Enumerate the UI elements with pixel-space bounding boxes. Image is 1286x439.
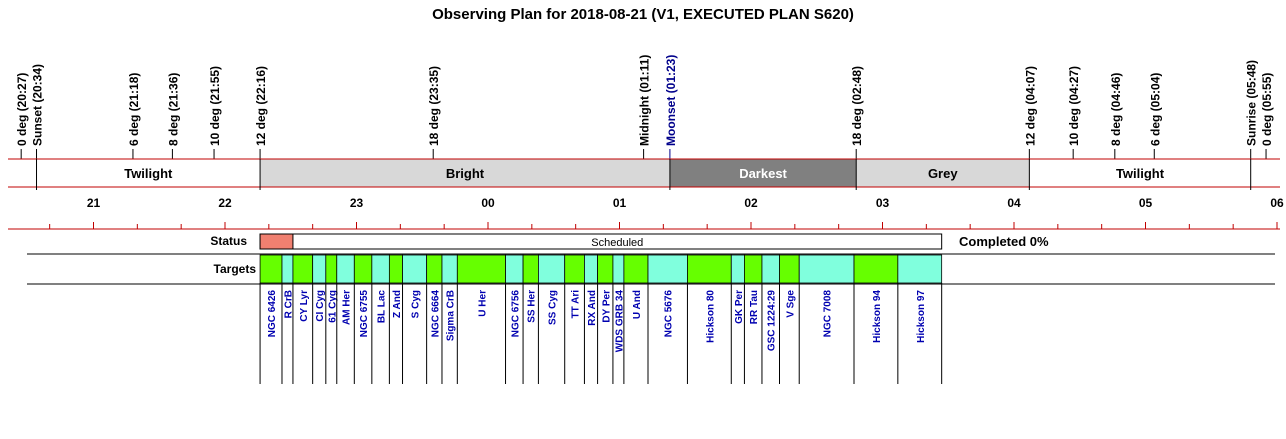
event-label: 18 deg (02:48) <box>850 65 865 146</box>
axis-tick-label: 00 <box>481 196 495 210</box>
target-block <box>337 255 355 283</box>
targets-label: Targets <box>213 262 256 276</box>
event-label: 12 deg (04:07) <box>1023 65 1038 146</box>
target-name-label: Hickson 97 <box>915 290 927 343</box>
status-label: Status <box>210 234 247 248</box>
target-block <box>372 255 390 283</box>
status-row <box>210 234 1049 249</box>
target-block <box>779 255 799 283</box>
target-block <box>799 255 854 283</box>
target-name-label: NGC 6664 <box>430 290 442 338</box>
target-name-label: GK Per <box>733 290 745 324</box>
target-name-label: GSC 1224:29 <box>766 290 778 352</box>
event-label: 6 deg (05:04) <box>1148 72 1163 146</box>
target-name-label: DY Per <box>601 290 613 323</box>
target-block <box>442 255 457 283</box>
sky-period-label: Twilight <box>124 166 173 181</box>
target-name-label: NGC 5676 <box>663 290 675 338</box>
target-block <box>389 255 402 283</box>
target-name-label: Hickson 80 <box>705 290 717 343</box>
event-label: 10 deg (21:55) <box>208 65 223 146</box>
target-block <box>506 255 524 283</box>
event-label: Midnight (01:11) <box>637 54 652 146</box>
target-block <box>744 255 762 283</box>
target-block <box>624 255 648 283</box>
target-block <box>457 255 505 283</box>
axis-tick-label: 23 <box>349 196 364 210</box>
target-name-label: RR Tau <box>749 290 761 325</box>
target-name-label: CI Cyg <box>315 290 327 322</box>
event-label: 6 deg (21:18) <box>126 72 141 146</box>
target-block <box>584 255 597 283</box>
status-bar-text: Scheduled <box>591 237 644 249</box>
target-block <box>854 255 898 283</box>
target-block <box>326 255 337 283</box>
sky-period-label: Darkest <box>739 166 787 181</box>
target-block <box>293 255 313 283</box>
target-name-label: V Sge <box>785 290 797 318</box>
event-label: 8 deg (04:46) <box>1108 72 1123 146</box>
chart-title: Observing Plan for 2018-08-21 (V1, EXECUTED PLAN S620) <box>432 6 854 23</box>
target-name-label: NGC 6426 <box>267 290 279 338</box>
target-name-label: CY Lyr <box>298 290 310 322</box>
target-name-label: U Her <box>477 290 489 317</box>
target-block <box>898 255 942 283</box>
target-block <box>648 255 687 283</box>
completed-text: Completed 0% <box>959 234 1049 249</box>
target-name-label: NGC 6755 <box>359 290 371 338</box>
target-name-label: NGC 7008 <box>822 290 834 338</box>
sky-period-label: Twilight <box>1115 166 1165 181</box>
axis-tick-label: 04 <box>1007 196 1021 210</box>
target-block <box>313 255 326 283</box>
target-name-label: Hickson 94 <box>871 290 883 343</box>
axis-tick-label: 05 <box>1138 196 1153 210</box>
status-done-segment <box>260 234 293 249</box>
target-block <box>354 255 372 283</box>
axis-tick-label: 01 <box>612 196 627 210</box>
axis-tick-label: 03 <box>875 196 890 210</box>
target-name-label: WDS GRB 34 <box>614 290 626 353</box>
event-label: Sunrise (05:48) <box>1244 59 1259 146</box>
target-name-label: Z And <box>391 290 403 318</box>
target-block <box>598 255 613 283</box>
target-block <box>538 255 564 283</box>
event-label: 8 deg (21:36) <box>166 72 181 146</box>
sky-period-label: Bright <box>445 166 485 181</box>
target-block <box>762 255 780 283</box>
target-name-label: 61 Cyg <box>327 290 339 323</box>
axis-tick-label: 02 <box>744 196 758 210</box>
sky-period-label: Grey <box>927 166 958 181</box>
axis-tick-label: 06 <box>1270 196 1284 210</box>
event-label: 10 deg (04:27) <box>1067 65 1082 146</box>
target-block <box>427 255 442 283</box>
target-block <box>260 255 282 283</box>
target-name-label: Sigma CrB <box>445 290 457 342</box>
target-block <box>523 255 538 283</box>
target-name-label: TT Ari <box>570 290 582 319</box>
target-name-label: U And <box>631 290 643 320</box>
target-name-label: RX And <box>587 290 599 326</box>
axis-tick-label: 21 <box>86 196 101 210</box>
event-label: 18 deg (23:35) <box>427 65 442 146</box>
target-name-label: AM Her <box>341 290 353 326</box>
target-name-label: R CrB <box>283 290 295 319</box>
event-label: Sunset (20:34) <box>30 63 45 146</box>
target-block <box>687 255 731 283</box>
event-label: 12 deg (22:16) <box>254 65 269 146</box>
target-name-label: S Cyg <box>410 290 422 319</box>
event-label: 0 deg (05:55) <box>1260 72 1275 146</box>
axis-tick-label: 22 <box>218 196 232 210</box>
sky-period-band <box>8 159 1280 190</box>
target-name-label: NGC 6756 <box>510 290 522 338</box>
target-block <box>282 255 293 283</box>
target-name-label: SS Her <box>526 290 538 323</box>
target-block <box>565 255 585 283</box>
event-label: Moonset (01:23) <box>663 54 678 146</box>
target-block <box>403 255 427 283</box>
target-name-label: BL Lac <box>376 290 388 324</box>
target-block <box>613 255 624 283</box>
target-block <box>731 255 744 283</box>
target-name-label: SS Cyg <box>547 290 559 326</box>
event-label: 0 deg (20:27) <box>15 72 30 146</box>
